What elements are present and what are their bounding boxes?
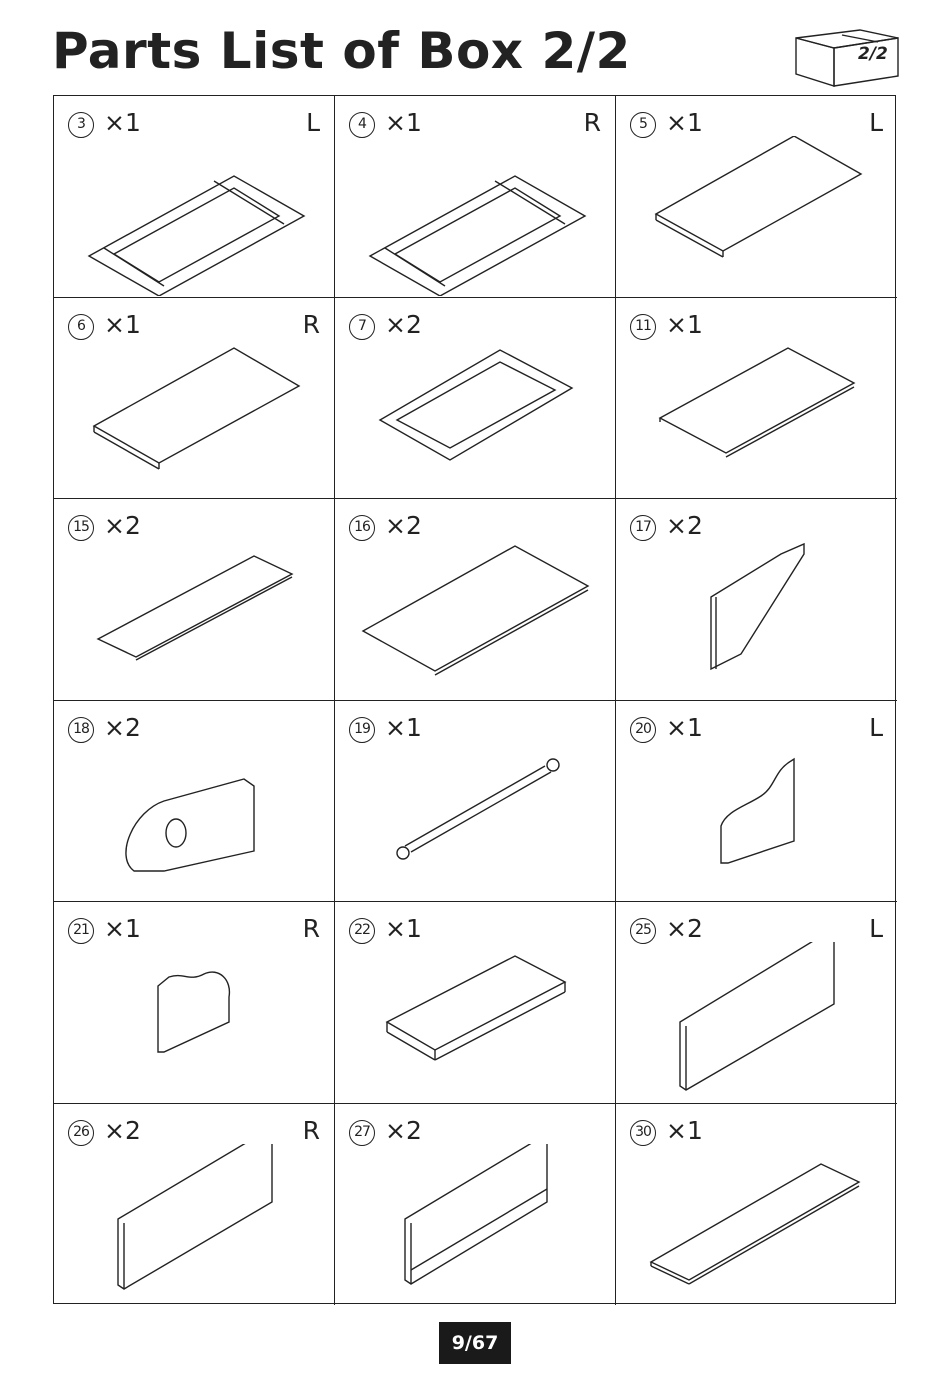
part-quantity: ×2	[666, 511, 703, 540]
part-number: 25	[630, 918, 656, 944]
part-number: 26	[68, 1120, 94, 1146]
part-number: 3	[68, 112, 94, 138]
part-quantity: ×1	[666, 108, 703, 137]
part-cell-19	[335, 701, 616, 902]
part-quantity: ×2	[385, 310, 422, 339]
part-number: 4	[349, 112, 375, 138]
part-side: R	[583, 108, 601, 137]
door-frame-icon	[335, 338, 615, 498]
part-cell-4	[335, 96, 616, 298]
part-cell-27	[335, 1104, 616, 1305]
frame-panel-left-icon	[54, 136, 334, 296]
part-side: L	[869, 108, 883, 137]
part-side: L	[869, 713, 883, 742]
part-number: 6	[68, 314, 94, 340]
curved-support-right-icon	[54, 942, 334, 1102]
part-quantity: ×1	[666, 310, 703, 339]
flat-board-icon	[616, 338, 896, 498]
part-cell-21	[54, 902, 335, 1104]
part-quantity: ×2	[666, 914, 703, 943]
part-number: 27	[349, 1120, 375, 1146]
part-cell-11	[616, 298, 897, 499]
part-quantity: ×1	[104, 310, 141, 339]
parts-grid	[53, 95, 896, 1304]
bracket-icon	[616, 539, 896, 699]
part-quantity: ×1	[385, 914, 422, 943]
part-number: 19	[349, 717, 375, 743]
part-side: R	[302, 310, 320, 339]
part-cell-6	[54, 298, 335, 499]
page-indicator: 9/67	[439, 1322, 511, 1364]
part-side: L	[306, 108, 320, 137]
side-panel-left-icon	[616, 136, 896, 296]
part-cell-7	[335, 298, 616, 499]
part-number: 21	[68, 918, 94, 944]
part-number: 15	[68, 515, 94, 541]
part-number: 16	[349, 515, 375, 541]
rod-icon	[335, 741, 615, 901]
part-cell-5	[616, 96, 897, 298]
part-quantity: ×1	[104, 108, 141, 137]
part-quantity: ×2	[385, 511, 422, 540]
ring-block-icon	[54, 741, 334, 901]
part-quantity: ×1	[104, 914, 141, 943]
long-panel-left-icon	[616, 942, 896, 1102]
curved-support-left-icon	[616, 741, 896, 901]
part-cell-26	[54, 1104, 335, 1305]
part-quantity: ×2	[104, 713, 141, 742]
part-side: R	[302, 1116, 320, 1145]
part-number: 17	[630, 515, 656, 541]
part-cell-30	[616, 1104, 897, 1305]
part-cell-17	[616, 499, 897, 701]
part-number: 20	[630, 717, 656, 743]
side-panel-right-icon	[54, 338, 334, 498]
part-number: 18	[68, 717, 94, 743]
part-side: R	[302, 914, 320, 943]
grooved-panel-icon	[335, 1144, 615, 1304]
part-cell-16	[335, 499, 616, 701]
part-number: 5	[630, 112, 656, 138]
box-label: 2/2	[858, 44, 888, 64]
part-quantity: ×2	[385, 1116, 422, 1145]
part-cell-20	[616, 701, 897, 902]
part-quantity: ×2	[104, 1116, 141, 1145]
part-quantity: ×2	[104, 511, 141, 540]
part-quantity: ×1	[666, 713, 703, 742]
part-cell-3	[54, 96, 335, 298]
slat-board-icon	[616, 1144, 896, 1304]
part-cell-18	[54, 701, 335, 902]
part-number: 7	[349, 314, 375, 340]
long-panel-right-icon	[54, 1144, 334, 1304]
part-number: 22	[349, 918, 375, 944]
part-quantity: ×1	[385, 108, 422, 137]
part-cell-15	[54, 499, 335, 701]
part-number: 11	[630, 314, 656, 340]
thin-board-icon	[54, 539, 334, 699]
part-quantity: ×1	[385, 713, 422, 742]
part-side: L	[869, 914, 883, 943]
shelf-board-icon	[335, 942, 615, 1102]
part-number: 30	[630, 1120, 656, 1146]
frame-panel-right-icon	[335, 136, 615, 296]
part-quantity: ×1	[666, 1116, 703, 1145]
page-title: Parts List of Box 2/2	[52, 22, 631, 80]
wide-board-icon	[335, 539, 615, 699]
part-cell-25	[616, 902, 897, 1104]
part-cell-22	[335, 902, 616, 1104]
